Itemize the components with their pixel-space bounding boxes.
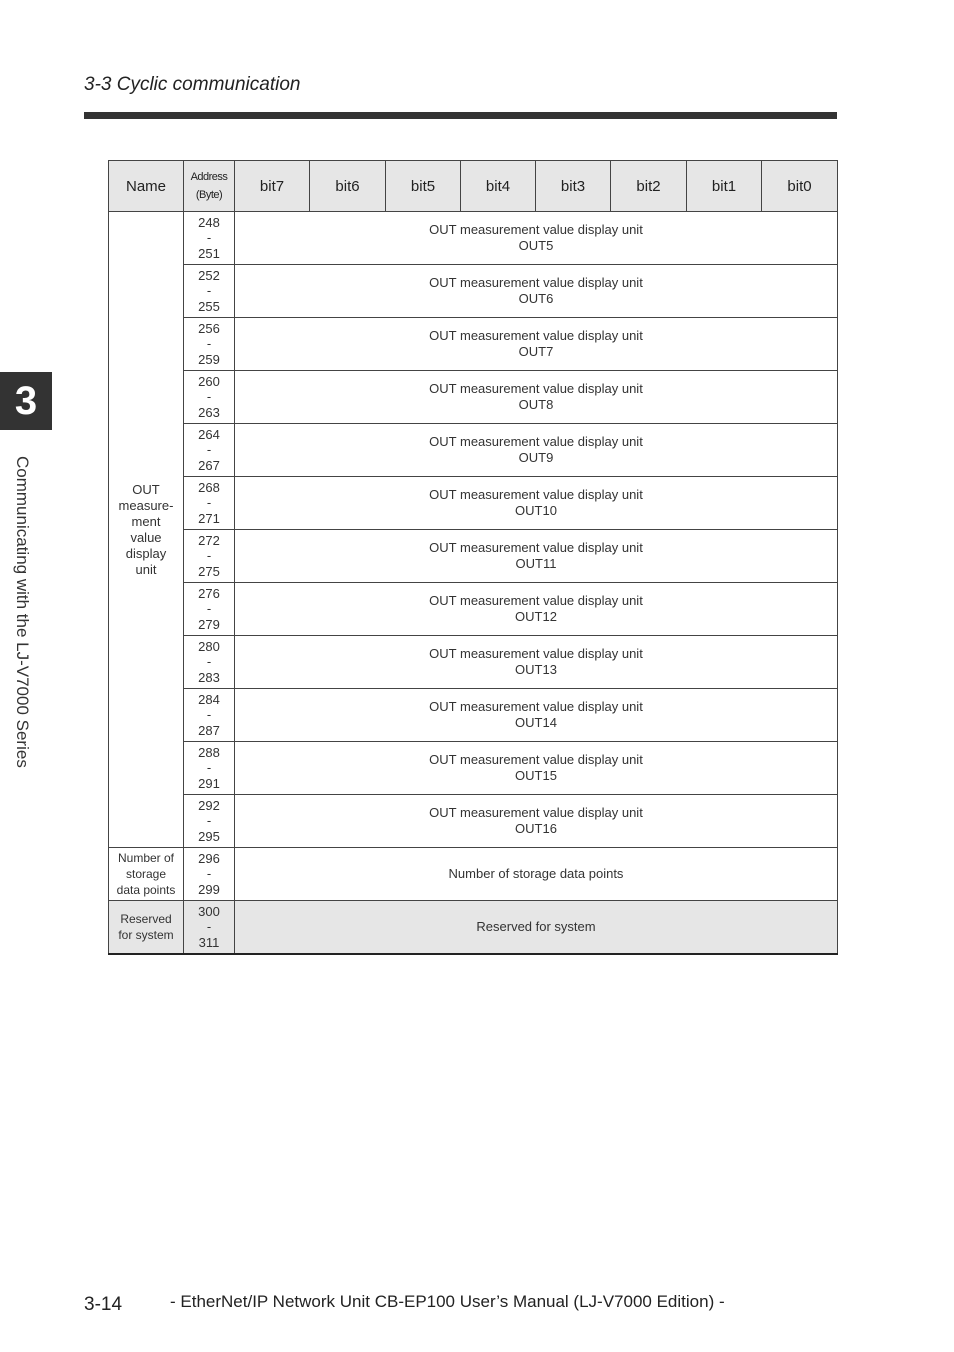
description-line2: OUT14	[515, 715, 557, 730]
address-separator: -	[206, 866, 212, 882]
description-cell	[235, 212, 838, 265]
storage-row-name	[109, 848, 184, 901]
storage-row	[109, 848, 838, 901]
description-line2: OUT16	[515, 821, 557, 836]
address-start: 248	[198, 214, 220, 230]
address-start: 268	[198, 479, 220, 495]
description-line2: OUT9	[518, 450, 554, 465]
row-name-line: storage	[125, 867, 167, 881]
header-bit2: bit2	[611, 161, 687, 212]
address-end: 283	[198, 669, 220, 685]
group-name-line: ment	[131, 513, 161, 529]
address-cell	[184, 265, 235, 318]
header-bit1: bit1	[687, 161, 762, 212]
description-line2: OUT8	[518, 397, 554, 412]
address-start: 260	[198, 373, 220, 389]
address-start: 300	[198, 903, 220, 919]
description-line1: OUT measurement value display unit	[429, 805, 643, 820]
header-bit3: bit3	[536, 161, 611, 212]
group-name-line: OUT	[132, 481, 160, 497]
description-line1: OUT measurement value display unit	[429, 434, 643, 449]
description-line2: OUT10	[515, 503, 557, 518]
address-cell	[184, 795, 235, 848]
table-row	[109, 477, 838, 530]
description-line1: OUT measurement value display unit	[429, 699, 643, 714]
address-start: 288	[198, 744, 220, 760]
description-line2: OUT13	[515, 662, 557, 677]
address-start: 296	[198, 850, 220, 866]
address-cell	[184, 530, 235, 583]
address-separator: -	[206, 389, 212, 405]
address-separator: -	[206, 919, 212, 935]
address-end: 291	[198, 775, 220, 791]
address-cell	[184, 901, 235, 955]
description-line1: OUT measurement value display unit	[429, 540, 643, 555]
section-title: 3-3 Cyclic communication	[84, 74, 301, 95]
table-row	[109, 530, 838, 583]
address-end: 255	[198, 298, 220, 314]
description-cell	[235, 848, 838, 901]
address-start: 280	[198, 638, 220, 654]
description-line1: OUT measurement value display unit	[429, 381, 643, 396]
address-start: 256	[198, 320, 220, 336]
table-row	[109, 583, 838, 636]
address-end: 263	[198, 404, 220, 420]
table-row	[109, 318, 838, 371]
description-line1: OUT measurement value display unit	[429, 487, 643, 502]
description-line1: OUT measurement value display unit	[429, 275, 643, 290]
table-row	[109, 424, 838, 477]
description-line1: OUT measurement value display unit	[429, 222, 643, 237]
description-cell	[235, 636, 838, 689]
reserved-row-name	[109, 901, 184, 955]
table-row	[109, 371, 838, 424]
manual-title: - EtherNet/IP Network Unit CB-EP100 User’s Manual (LJ-V7000 Edition) -	[170, 1292, 725, 1311]
table-row	[109, 689, 838, 742]
address-cell	[184, 477, 235, 530]
table-row	[109, 265, 838, 318]
header-bit4: bit4	[461, 161, 536, 212]
address-separator: -	[206, 707, 212, 723]
description-line2: OUT6	[518, 291, 554, 306]
address-separator: -	[206, 283, 212, 299]
address-end: 259	[198, 351, 220, 367]
address-cell	[184, 636, 235, 689]
address-cell	[184, 424, 235, 477]
group-name-out	[109, 212, 184, 848]
header-bit5: bit5	[386, 161, 461, 212]
address-separator: -	[206, 601, 212, 617]
header-name: Name	[109, 161, 184, 212]
address-start: 284	[198, 691, 220, 707]
description-cell	[235, 795, 838, 848]
address-cell	[184, 689, 235, 742]
address-separator: -	[206, 495, 212, 511]
address-separator: -	[206, 230, 212, 246]
address-cell	[184, 371, 235, 424]
address-cell	[184, 583, 235, 636]
group-name-line: display	[125, 545, 167, 561]
address-separator: -	[206, 760, 212, 776]
address-start: 276	[198, 585, 220, 601]
group-name-line: unit	[135, 561, 157, 577]
address-start: 272	[198, 532, 220, 548]
address-end: 299	[198, 881, 220, 897]
address-start: 264	[198, 426, 220, 442]
address-end: 271	[198, 510, 220, 526]
description-line2: OUT15	[515, 768, 557, 783]
header-address-line2: (Byte)	[195, 189, 223, 201]
description-cell	[235, 265, 838, 318]
address-end: 311	[198, 934, 220, 950]
description-cell	[235, 742, 838, 795]
address-start: 292	[198, 797, 220, 813]
description-line2: OUT12	[515, 609, 557, 624]
description-cell	[235, 689, 838, 742]
description-cell	[235, 901, 838, 955]
description-line1: OUT measurement value display unit	[429, 593, 643, 608]
row-name-line: data points	[116, 883, 176, 897]
address-cell	[184, 212, 235, 265]
description-line1: OUT measurement value display unit	[429, 646, 643, 661]
header-address	[184, 161, 235, 212]
address-end: 287	[198, 722, 220, 738]
table-row	[109, 636, 838, 689]
group-name-line: measure-	[118, 497, 174, 513]
group-name-line: value	[130, 529, 162, 545]
description-text: Number of storage data points	[448, 866, 624, 881]
description-line2: OUT5	[518, 238, 554, 253]
address-separator: -	[206, 336, 212, 352]
address-separator: -	[206, 654, 212, 670]
address-end: 251	[198, 245, 220, 261]
table-header-row	[109, 161, 838, 212]
chapter-side-label: Communicating with the LJ-V7000 Series	[13, 456, 32, 768]
description-cell	[235, 371, 838, 424]
header-bit6: bit6	[310, 161, 386, 212]
table-row	[109, 795, 838, 848]
title-rule	[84, 112, 837, 119]
reserved-row	[109, 901, 838, 955]
description-cell	[235, 583, 838, 636]
page-number: 3-14	[84, 1294, 123, 1315]
description-cell	[235, 530, 838, 583]
description-text: Reserved for system	[476, 919, 596, 934]
address-cell	[184, 848, 235, 901]
address-separator: -	[206, 442, 212, 458]
row-name-line: for system	[118, 928, 174, 942]
header-bit0: bit0	[762, 161, 838, 212]
row-name-line: Reserved	[120, 912, 172, 926]
address-end: 267	[198, 457, 220, 473]
chapter-tab: 3	[0, 372, 52, 430]
address-end: 295	[198, 828, 220, 844]
description-line2: OUT7	[518, 344, 554, 359]
address-cell	[184, 742, 235, 795]
address-separator: -	[206, 813, 212, 829]
description-line2: OUT11	[515, 556, 557, 571]
description-cell	[235, 318, 838, 371]
register-table	[108, 160, 838, 955]
address-end: 275	[198, 563, 220, 579]
row-name-line: Number of	[117, 851, 175, 865]
address-start: 252	[198, 267, 220, 283]
description-cell	[235, 424, 838, 477]
description-line1: OUT measurement value display unit	[429, 752, 643, 767]
description-cell	[235, 477, 838, 530]
header-address-line1: Address	[190, 171, 228, 183]
description-line1: OUT measurement value display unit	[429, 328, 643, 343]
address-separator: -	[206, 548, 212, 564]
address-cell	[184, 318, 235, 371]
header-bit7: bit7	[235, 161, 310, 212]
table-row	[109, 212, 838, 265]
address-end: 279	[198, 616, 220, 632]
table-row	[109, 742, 838, 795]
